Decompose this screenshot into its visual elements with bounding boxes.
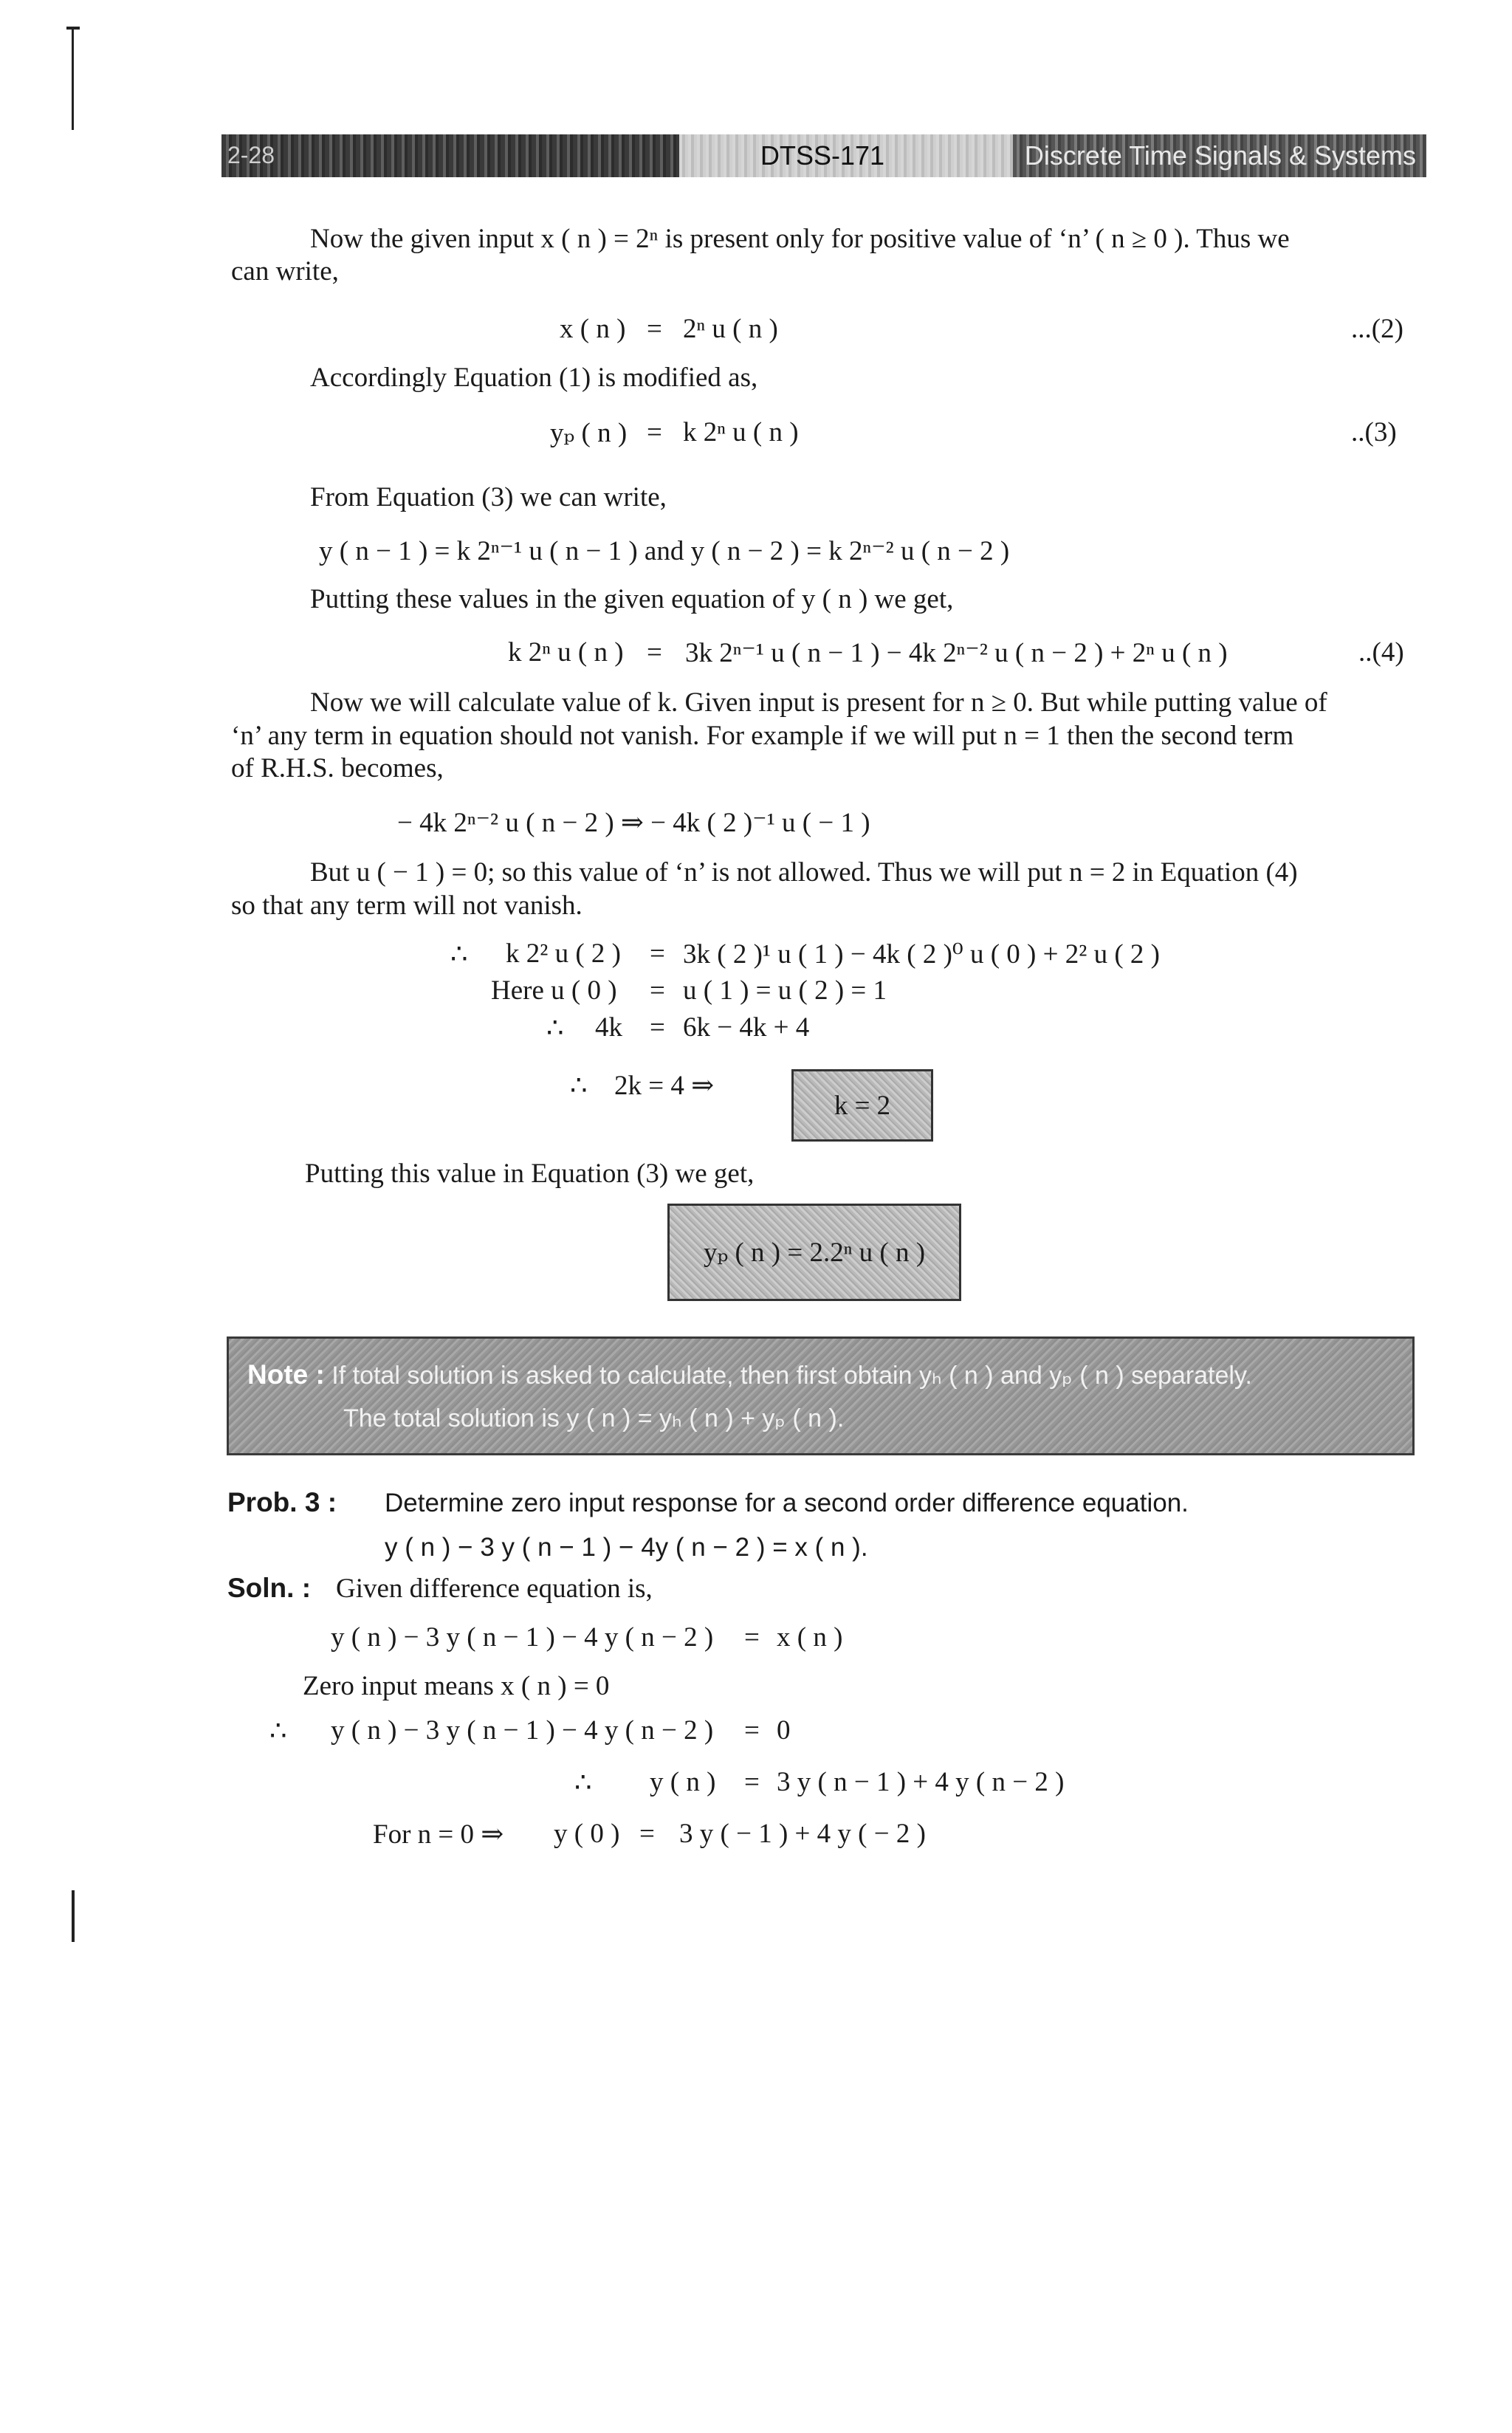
solution-eq3-rhs: 3 y ( n − 1 ) + 4 y ( n − 2 ) [777,1767,1065,1797]
page-edge-mark [72,1890,75,1942]
eq3-lhs: yₚ ( n ) [550,418,628,448]
note-text-2: The total solution is y ( n ) = yₕ ( n ) + yₚ ( n ). [343,1404,845,1432]
para1-line2: can write, [231,256,339,286]
para4: Putting these values in the given equation of y ( n ) we get, [310,584,954,614]
result-yp-box [667,1204,961,1301]
derivation-eq-sign: = [650,975,665,1006]
derivation-row3-rhs: 6k − 4k + 4 [683,1012,810,1043]
header-title: Discrete Time Signals & Systems [1024,140,1416,171]
solution-eq3-lhs: y ( n ) [650,1767,716,1797]
solution-eq4-rhs: 3 y ( − 1 ) + 4 y ( − 2 ) [679,1819,926,1849]
para5-line3: of R.H.S. becomes, [231,753,444,783]
note-text-1: If total solution is asked to calculate, then first obtain yₕ ( n ) and yₚ ( n ) separately. [331,1362,1252,1390]
solution-therefore: ∴ [269,1716,287,1746]
para3: From Equation (3) we can write, [310,482,667,512]
derivation-row4: 2k = 4 ⇒ [614,1071,715,1101]
note-label: Note : [247,1359,325,1390]
solution-eq1-lhs: y ( n ) − 3 y ( n − 1 ) − 4 y ( n − 2 ) [331,1622,714,1653]
eq-shift: y ( n − 1 ) = k 2ⁿ⁻¹ u ( n − 1 ) and y ( n − 2 ) = k 2ⁿ⁻² u ( n − 2 ) [319,536,1010,566]
result-yp: yₚ ( n ) = 2.2ⁿ u ( n ) [703,1238,926,1268]
derivation-eq-sign: = [650,1012,665,1043]
solution-eq2-rhs: 0 [777,1715,791,1746]
page-edge-mark [66,27,80,30]
eq3-rhs: k 2ⁿ u ( n ) [683,417,799,447]
solution-eq4-lhs: y ( 0 ) [554,1819,620,1849]
para7: Putting this value in Equation (3) we get, [305,1159,755,1189]
derivation-row1-rhs: 3k ( 2 )¹ u ( 1 ) − 4k ( 2 )⁰ u ( 0 ) + 2² u ( 2 ) [683,939,1160,970]
problem-equation: y ( n ) − 3 y ( n − 1 ) − 4y ( n − 2 ) = x ( n ). [385,1533,868,1562]
header-page-number: 2-28 [227,142,275,168]
solution-eq-sign: = [744,1715,760,1746]
derivation-therefore: ∴ [546,1013,564,1043]
eq-vanish: − 4k 2ⁿ⁻² u ( n − 2 ) ⇒ − 4k ( 2 )⁻¹ u ( − 1 ) [397,808,870,838]
solution-eq4-cond: For n = 0 ⇒ [373,1819,504,1850]
solution-intro: Given difference equation is, [336,1574,653,1604]
derivation-therefore: ∴ [570,1071,588,1101]
solution-eq2-lhs: y ( n ) − 3 y ( n − 1 ) − 4 y ( n − 2 ) [331,1715,714,1746]
derivation-eq-sign: = [650,938,665,969]
solution-therefore: ∴ [574,1768,592,1798]
page-edge-mark [72,27,74,130]
para5-line1: Now we will calculate value of k. Given input is present for n ≥ 0. But while putting value of [310,687,1327,718]
page-header [221,134,1426,177]
derivation-row1-lhs: k 2² u ( 2 ) [506,938,621,969]
para6-line1: But u ( − 1 ) = 0; so this value of ‘n’ is not allowed. Thus we will put n = 2 in Equation (4) [310,857,1298,888]
para6-line2: so that any term will not vanish. [231,891,583,921]
note-box [227,1336,1415,1455]
eq2-label: ...(2) [1351,314,1403,344]
para2: Accordingly Equation (1) is modified as, [310,363,758,393]
derivation-row2-rhs: u ( 1 ) = u ( 2 ) = 1 [683,975,887,1006]
solution-zero-input: Zero input means x ( n ) = 0 [303,1671,610,1701]
eq3-op: = [647,417,662,447]
note-line1 [247,1359,1252,1390]
result-k: k = 2 [834,1090,891,1121]
eq4-lhs: k 2ⁿ u ( n ) [508,637,624,668]
result-k-box [791,1069,933,1142]
eq4-op: = [647,637,662,668]
solution-eq1-rhs: x ( n ) [777,1622,843,1653]
header-code: DTSS-171 [760,140,885,171]
eq2-rhs: 2ⁿ u ( n ) [683,314,778,344]
para5-line2: ‘n’ any term in equation should not vanish. For example if we will put n = 1 then the second term [231,721,1294,751]
eq2-lhs: x ( n ) [560,314,626,344]
para1-line1: Now the given input x ( n ) = 2ⁿ is present only for positive value of ‘n’ ( n ≥ 0 ). Thus we [310,224,1290,254]
derivation-row3-lhs: 4k [595,1012,622,1043]
solution-eq-sign: = [744,1622,760,1653]
problem-label: Prob. 3 : [227,1487,337,1517]
eq4-rhs: 3k 2ⁿ⁻¹ u ( n − 1 ) − 4k 2ⁿ⁻² u ( n − 2 ) + 2ⁿ u ( n ) [685,638,1228,668]
solution-eq-sign: = [639,1819,655,1849]
eq3-label: ..(3) [1351,417,1397,447]
solution-eq-sign: = [744,1767,760,1797]
eq4-label: ..(4) [1358,637,1404,668]
problem-text: Determine zero input response for a second order difference equation. [385,1489,1189,1517]
derivation-row2-lhs: Here u ( 0 ) [491,975,617,1006]
derivation-therefore: ∴ [450,939,468,970]
solution-label: Soln. : [227,1573,312,1603]
eq2-op: = [647,314,662,344]
